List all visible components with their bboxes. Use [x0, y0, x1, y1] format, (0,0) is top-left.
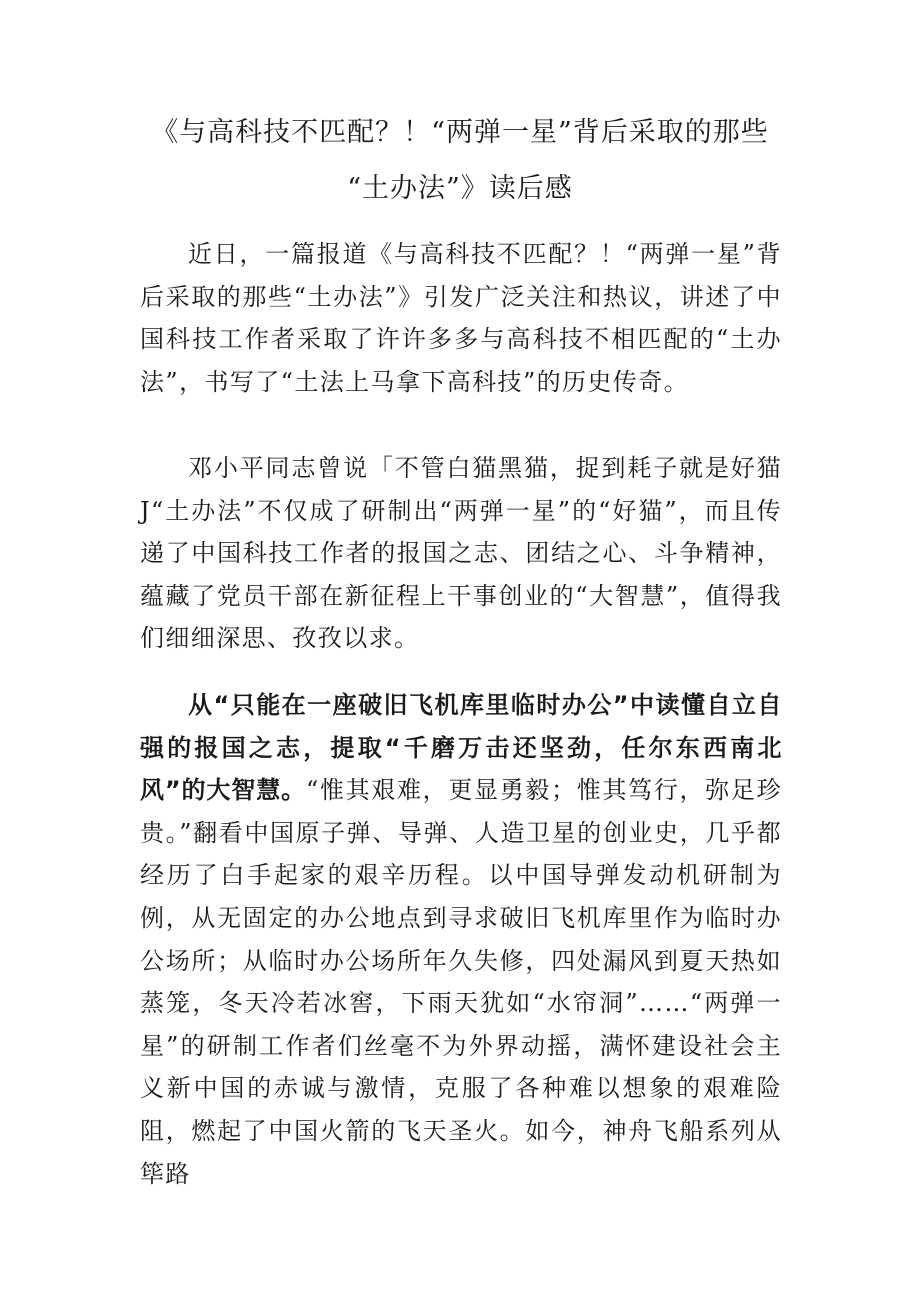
section-1-text: “惟其艰难，更显勇毅；惟其笃行，弥足珍贵。”翻看中国原子弹、导弹、人造卫星的创业史，几乎都经历了白手起家的艰辛历程。以中国导弹发动机研制为例，从无固定的办公地点到寻求破旧飞机库里作为临时办公场所；从临时办公场所年久失修，四处漏风到夏天热如蒸笼，冬天冷若冰窖，下雨天犹如“水帘洞”……“两弹一星”的研制工作者们丝毫不为外界动摇，满怀建设社会主义新中国的赤诚与激情，克服了各种难以想象的艰难险阻，燃起了中国火箭的飞天圣火。如今，神舟飞船系列从筚路: [140, 776, 782, 1188]
section-1: [140, 684, 782, 1195]
document-title: [120, 105, 800, 217]
paragraph-text: 邓小平同志曾说「不管白猫黑猫，捉到耗子就是好猫J“土办法”不仅成了研制出“两弹一星”的“好猫”，而且传递了中国科技工作者的报国之志、团结之心、斗争精神，蕴藏了党员干部在新征程上干事创业的“大智慧”，值得我们细细深思、孜孜以求。: [140, 454, 782, 653]
title-line-2: “土办法”》读后感: [347, 173, 573, 204]
paragraph-intro: [140, 233, 782, 403]
title-line-1: 《与高科技不匹配？！“两弹一星”背后采取的那些: [151, 117, 769, 148]
section-1-paragraph: [140, 684, 782, 1195]
paragraph-quote: [140, 447, 782, 660]
section-1-heading: 从“只能在一座破旧飞机库里临时办公”中读懂自立自强的报国之志，提取“千磨万击还坚劲，任尔东西南北风”的大智慧。: [140, 691, 782, 805]
paragraph-text: 近日，一篇报道《与高科技不匹配？！“两弹一星”背后采取的那些“土办法”》引发广泛关注和热议，讲述了中国科技工作者采取了许许多多与高科技不相匹配的“土办法”，书写了“土法上马拿下高科技”的历史传奇。: [140, 240, 782, 396]
